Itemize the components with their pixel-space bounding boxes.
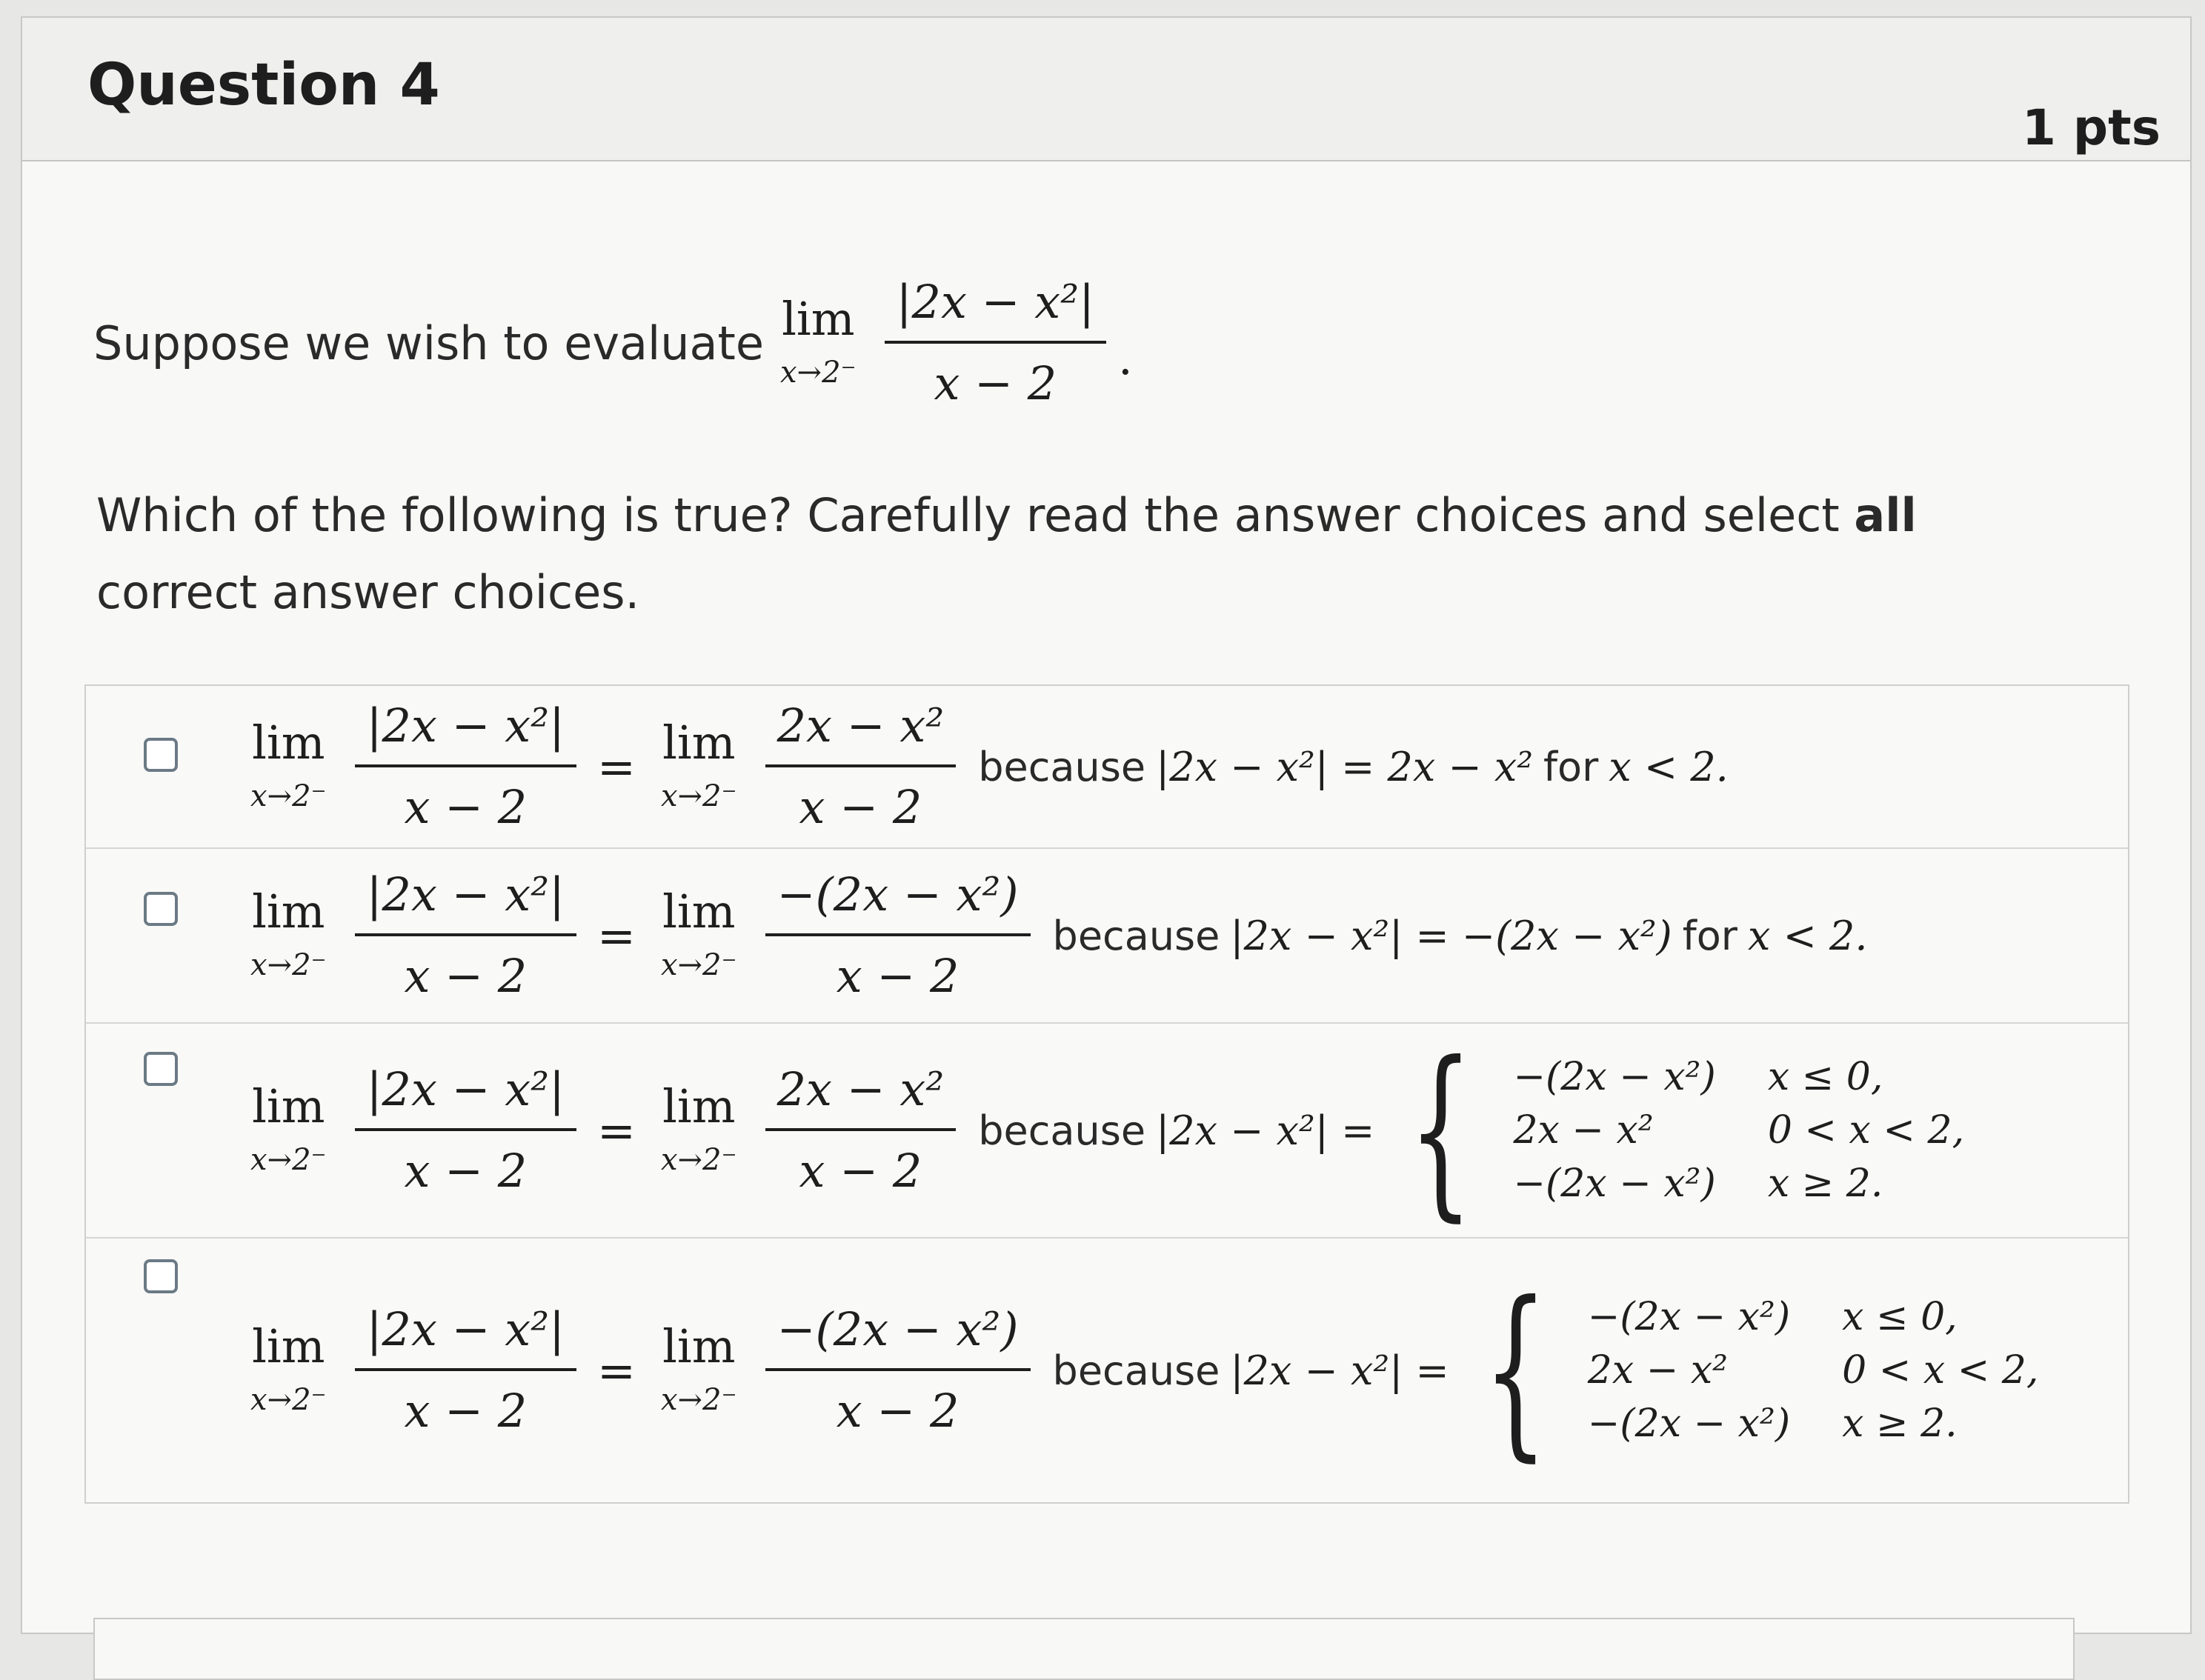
lim-sub: x→2⁻ xyxy=(250,1143,327,1177)
case-condition: 0 < x < 2, xyxy=(1767,1108,1965,1153)
for-word: for xyxy=(1543,743,1599,790)
answer-choice-3[interactable] xyxy=(86,1024,2128,1239)
lim-word: lim xyxy=(662,884,736,939)
rhs-denominator: x − 2 xyxy=(799,780,922,834)
case-condition: x ≥ 2. xyxy=(1767,1161,1883,1206)
rhs-fraction xyxy=(765,1301,1031,1438)
question-instruction xyxy=(96,477,2052,631)
case-expression: −(2x − x²) xyxy=(1513,1055,1716,1099)
question-header xyxy=(22,18,2190,161)
case-expression: −(2x − x²) xyxy=(1587,1401,1791,1446)
case-condition: x ≥ 2. xyxy=(1842,1401,1958,1446)
case-row xyxy=(1513,1050,1964,1104)
cases-table xyxy=(1588,1290,2039,1450)
case-expression: −(2x − x²) xyxy=(1513,1161,1716,1206)
lhs-fraction xyxy=(355,1061,576,1198)
reason-expression: |2x − x²| = 2x − x² xyxy=(1156,743,1534,790)
lim-word: lim xyxy=(662,1079,736,1133)
case-expression: −(2x − x²) xyxy=(1587,1295,1791,1339)
instruction-text-b: correct answer choices. xyxy=(96,565,640,619)
reason-expression: |2x − x²| = xyxy=(1156,1107,1375,1154)
choice-2-checkbox[interactable] xyxy=(144,892,178,926)
stem-lim-word: lim xyxy=(782,292,855,347)
left-brace: { xyxy=(1409,1022,1474,1238)
stem-fraction xyxy=(885,277,1106,409)
case-row xyxy=(1513,1104,1964,1157)
lhs-limit xyxy=(250,1319,327,1417)
fraction-bar xyxy=(885,341,1106,344)
equals-sign: = xyxy=(597,908,636,963)
stem-lim-sub: x→2⁻ xyxy=(780,356,857,390)
answer-choice-4[interactable] xyxy=(86,1239,2128,1502)
question-title: Question 4 xyxy=(87,52,440,119)
fraction-bar xyxy=(765,764,957,767)
lhs-denominator: x − 2 xyxy=(404,1144,528,1198)
rhs-limit xyxy=(660,1079,737,1177)
choice-3-checkbox[interactable] xyxy=(144,1052,178,1086)
reason-expression: |2x − x²| = −(2x − x²) xyxy=(1230,912,1672,959)
choice-1-checkbox[interactable] xyxy=(144,738,178,772)
lim-word: lim xyxy=(662,716,736,770)
case-row xyxy=(1588,1344,2039,1397)
condition-expression: x < 2. xyxy=(1609,743,1729,790)
rhs-limit xyxy=(660,884,737,982)
lhs-limit xyxy=(250,884,327,982)
lim-word: lim xyxy=(252,1319,325,1373)
rhs-numerator: −(2x − x²) xyxy=(776,1301,1019,1356)
lim-sub: x→2⁻ xyxy=(660,1143,737,1177)
lhs-numerator: |2x − x²| xyxy=(366,1061,565,1116)
lim-sub: x→2⁻ xyxy=(660,948,737,982)
reason-expression: |2x − x²| = xyxy=(1230,1347,1449,1394)
lhs-fraction xyxy=(355,1301,576,1438)
for-word: for xyxy=(1682,912,1737,959)
answer-choice-1[interactable] xyxy=(86,686,2128,849)
lhs-denominator: x − 2 xyxy=(404,949,528,1003)
lhs-fraction xyxy=(355,867,576,1003)
case-condition: x ≤ 0, xyxy=(1767,1055,1883,1099)
fraction-bar xyxy=(355,1368,576,1371)
rhs-limit xyxy=(660,1319,737,1417)
choice-4-checkbox[interactable] xyxy=(144,1259,178,1293)
lim-sub: x→2⁻ xyxy=(250,1383,327,1417)
lim-word: lim xyxy=(662,1319,736,1373)
stem-limit xyxy=(780,292,857,390)
fraction-bar xyxy=(355,764,576,767)
rhs-numerator: 2x − x² xyxy=(776,1061,945,1116)
rhs-fraction xyxy=(765,698,957,834)
case-row xyxy=(1513,1157,1964,1210)
because-word: because xyxy=(1052,912,1220,959)
case-condition: x ≤ 0, xyxy=(1842,1295,1958,1339)
question-points: 1 pts xyxy=(2022,99,2161,156)
lim-sub: x→2⁻ xyxy=(660,1383,737,1417)
lim-sub: x→2⁻ xyxy=(250,779,327,813)
next-question-card xyxy=(93,1618,2075,1680)
lhs-numerator: |2x − x²| xyxy=(366,867,565,921)
fraction-bar xyxy=(765,933,1031,936)
case-expression: 2x − x² xyxy=(1513,1108,1654,1153)
rhs-limit xyxy=(660,716,737,813)
lhs-denominator: x − 2 xyxy=(404,1384,528,1438)
piecewise-cases xyxy=(1457,1262,2039,1478)
case-row xyxy=(1588,1397,2039,1450)
rhs-denominator: x − 2 xyxy=(799,1144,922,1198)
rhs-numerator: 2x − x² xyxy=(776,698,945,753)
rhs-denominator: x − 2 xyxy=(836,949,960,1003)
fraction-bar xyxy=(765,1368,1031,1371)
equals-sign: = xyxy=(597,1343,636,1398)
lhs-denominator: x − 2 xyxy=(404,780,528,834)
answer-choice-2[interactable] xyxy=(86,849,2128,1024)
fraction-bar xyxy=(765,1128,957,1131)
lhs-fraction xyxy=(355,698,576,834)
stem-denominator: x − 2 xyxy=(934,356,1057,411)
condition-expression: x < 2. xyxy=(1748,912,1868,959)
lhs-numerator: |2x − x²| xyxy=(366,1301,565,1356)
left-brace: { xyxy=(1483,1262,1548,1478)
answer-choices xyxy=(84,684,2129,1504)
lim-word: lim xyxy=(252,1079,325,1133)
cases-table xyxy=(1513,1050,1964,1210)
fraction-bar xyxy=(355,1128,576,1131)
rhs-fraction xyxy=(765,1061,957,1198)
case-condition: 0 < x < 2, xyxy=(1842,1348,2039,1393)
lim-sub: x→2⁻ xyxy=(660,779,737,813)
stem-prefix: Suppose we wish to evaluate xyxy=(93,316,764,370)
case-expression: 2x − x² xyxy=(1587,1348,1728,1393)
because-word: because xyxy=(978,1107,1146,1154)
lhs-numerator: |2x − x²| xyxy=(366,698,565,753)
question-stem xyxy=(93,277,1133,409)
equals-sign: = xyxy=(597,739,636,794)
lim-sub: x→2⁻ xyxy=(250,948,327,982)
instruction-text-a: Which of the following is true? Carefully read the answer choices and select xyxy=(96,488,1855,542)
lim-word: lim xyxy=(252,884,325,939)
rhs-fraction xyxy=(765,867,1031,1003)
stem-numerator: |2x − x²| xyxy=(896,275,1095,329)
fraction-bar xyxy=(355,933,576,936)
lhs-limit xyxy=(250,716,327,813)
lhs-limit xyxy=(250,1079,327,1177)
case-row xyxy=(1588,1290,2039,1344)
because-word: because xyxy=(978,743,1146,790)
because-word: because xyxy=(1052,1347,1220,1394)
rhs-numerator: −(2x − x²) xyxy=(776,867,1019,921)
lim-word: lim xyxy=(252,716,325,770)
piecewise-cases xyxy=(1382,1022,1965,1238)
question-card xyxy=(21,16,2192,1634)
equals-sign: = xyxy=(597,1103,636,1158)
stem-period: . xyxy=(1118,330,1133,385)
rhs-denominator: x − 2 xyxy=(836,1384,960,1438)
instruction-bold: all xyxy=(1854,488,1917,542)
